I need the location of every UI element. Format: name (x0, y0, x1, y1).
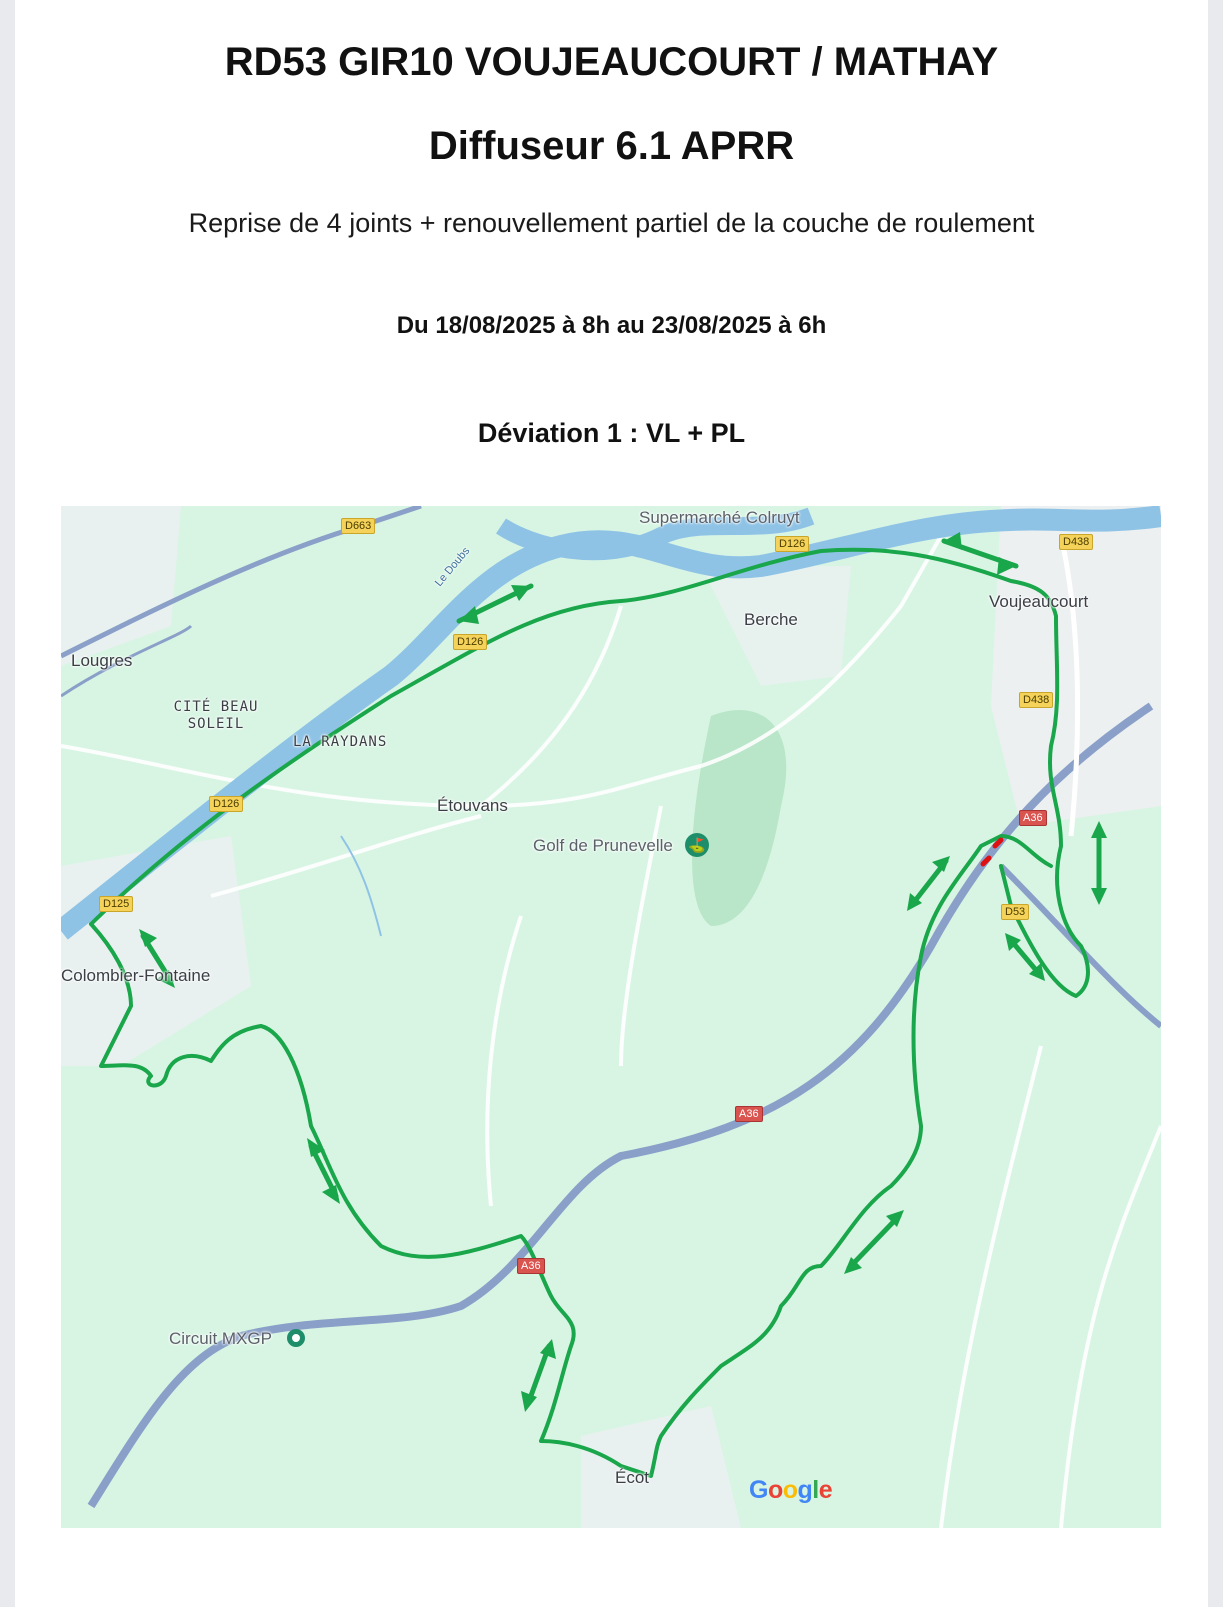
shield-d663: D663 (341, 518, 375, 534)
urban-area (61, 836, 251, 1066)
shield-d53: D53 (1001, 904, 1029, 920)
shield-a36: A36 (735, 1106, 763, 1122)
page-subtitle: Diffuseur 6.1 APRR (428, 124, 795, 168)
shield-d125: D125 (99, 896, 133, 912)
work-description: Reprise de 4 joints + renouvellement partiel de la couche de roulement (188, 208, 1035, 238)
label-voujeaucourt[interactable]: Voujeaucourt (989, 592, 1089, 611)
golf-pin-icon[interactable]: ⛳ (685, 833, 709, 857)
shield-d126: D126 (209, 796, 243, 812)
label-ecot[interactable]: Écot (615, 1468, 650, 1487)
label-le-doubs: Le Doubs (432, 545, 473, 589)
golf-area (692, 710, 786, 926)
direction-arrows (143, 541, 1099, 1404)
label-cite-beau-soleil[interactable]: CITÉ BEAU SOLEIL (173, 699, 259, 732)
page-title: RD53 GIR10 VOUJEAUCOURT / MATHAY (224, 40, 999, 84)
shield-a36: A36 (517, 1258, 545, 1274)
urban-area (581, 1406, 741, 1528)
circuit-pin-icon[interactable] (287, 1329, 305, 1347)
shield-d438: D438 (1019, 692, 1053, 708)
label-golf[interactable]: Golf de Prunevelle (533, 836, 673, 855)
shield-d438: D438 (1059, 534, 1093, 550)
google-logo: Google (749, 1476, 833, 1504)
deviation-map[interactable] (61, 506, 1161, 1528)
deviation-title: Déviation 1 : VL + PL (477, 418, 746, 448)
label-berche[interactable]: Berche (744, 610, 798, 629)
label-lougres[interactable]: Lougres (71, 651, 133, 670)
work-dates: Du 18/08/2025 à 8h au 23/08/2025 à 6h (396, 312, 827, 339)
arrow-heads (139, 532, 1107, 1412)
label-colombier[interactable]: Colombier-Fontaine (61, 966, 211, 985)
shield-a36: A36 (1019, 810, 1047, 826)
map-canvas (61, 506, 1161, 1528)
highway-a36 (91, 706, 1151, 1506)
label-la-raydans[interactable]: LA RAYDANS (293, 734, 388, 750)
page (15, 0, 1208, 1607)
label-supermarche[interactable]: Supermarché Colruyt (639, 508, 800, 527)
shield-d126: D126 (453, 634, 487, 650)
label-etouvans[interactable]: Étouvans (437, 796, 508, 815)
label-circuit[interactable]: Circuit MXGP (169, 1329, 272, 1348)
shield-d126: D126 (775, 536, 809, 552)
